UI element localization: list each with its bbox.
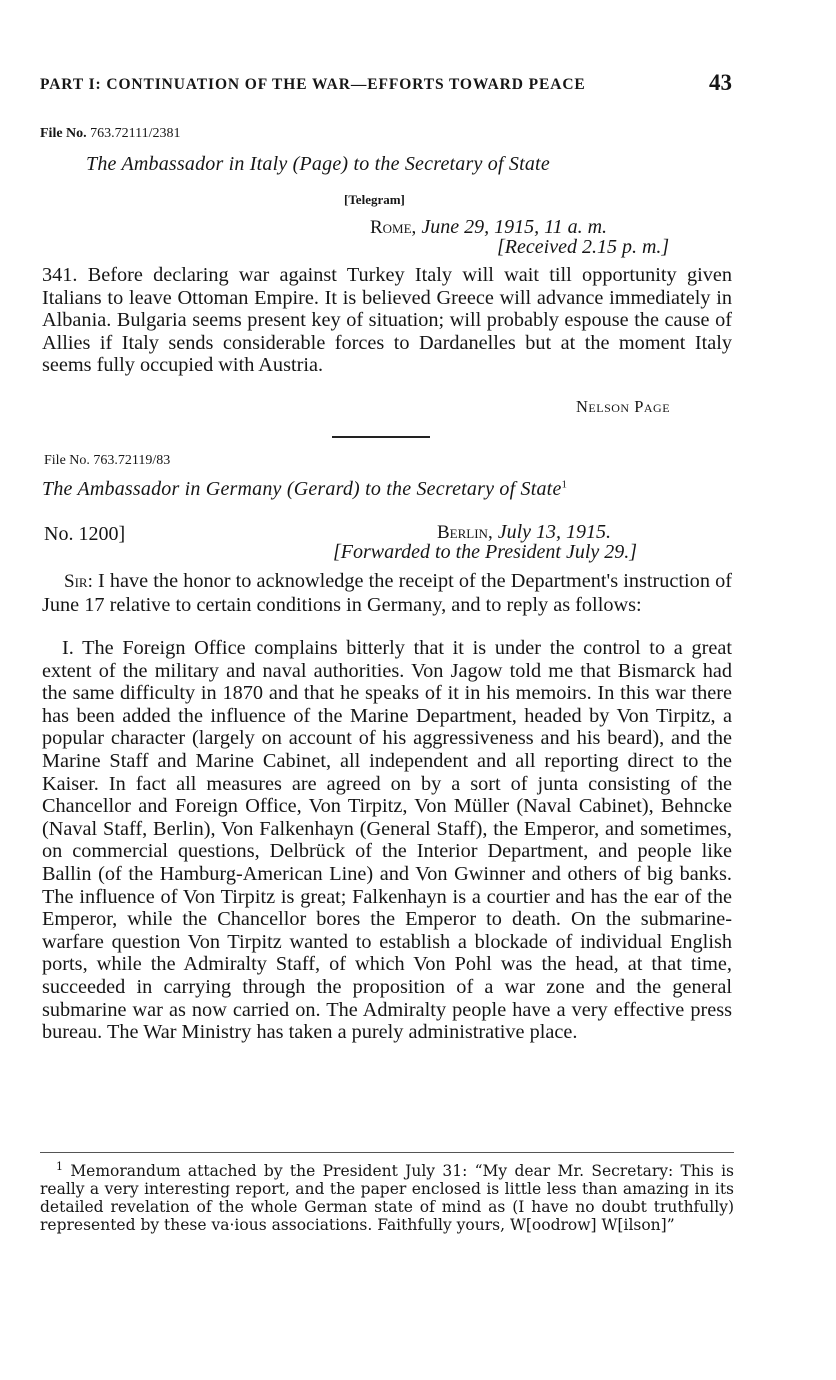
telegram-label: [Telegram] (344, 192, 405, 207)
place-2: Berlin, (437, 522, 493, 543)
page-number: 43 (709, 70, 732, 95)
footnote-rule (40, 1152, 734, 1153)
footnote-ref: 1 (561, 478, 568, 491)
place-1: Rome, (370, 217, 417, 238)
file-no-value: 763.72119/83 (93, 453, 171, 468)
file-no-label: File No. (40, 126, 87, 141)
intro-text: I have the honor to acknowledge the receipt of the Department's instruction of June 17 relative to certain conditions in Germany, and to reply as follows: (42, 570, 732, 616)
telegram-body: 341. Before declaring war against Turkey Italy will wait till opportunity given Italians to leave Ottoman Empire. It is believed Greece will advance immediately in Albania. Bulgaria seems present key of situation; will probably espouse the cause of Allies if Italy sends considerable forces to Dardanelles but at the moment Italy seems fully occupied with Austria. (42, 264, 732, 377)
document-title-2 (42, 478, 567, 501)
running-head: PART I: CONTINUATION OF THE WAR—EFFORTS TOWARD PEACE (40, 76, 586, 93)
date-1: June 29, 1915, 11 a. m. (421, 216, 608, 238)
signature-page: Nelson Page (576, 397, 671, 416)
footnote (40, 1158, 734, 1234)
document-title-1: The Ambassador in Italy (Page) to the Secretary of State (86, 153, 550, 175)
file-number-1 (40, 126, 181, 142)
salutation-paragraph (42, 570, 732, 616)
date-2: July 13, 1915. (497, 521, 612, 543)
received-note: [Received 2.15 p. m.] (497, 236, 670, 258)
despatch-number: No. 1200] (44, 523, 126, 545)
salutation: Sir: (64, 571, 93, 592)
forwarded-note: [Forwarded to the President July 29.] (333, 541, 638, 563)
file-no-value: 763.72111/2381 (90, 126, 181, 141)
paragraph-1: I. The Foreign Office complains bitterly that it is under the control to a great extent of the military and naval authorities. Von Jagow told me that Bismarck had the same difficulty in 1870 and that he speaks of it in his memoirs. In this war there has been added the influence of the Marine Department, headed by Von Tirpitz, a popular character (largely on account of his aggressiveness and his beard), and the Marine Staff and Marine Cabinet, all independent and all reporting direct to the Kaiser. In fact all measures are agreed on by a sort of junta consisting of the Chancellor and Foreign Office, Von Tirpitz, Von Müller (Naval Cabinet), Behncke (Naval Staff, Berlin), Von Falkenhayn (General Staff), the Emperor, and sometimes, on commercial questions, Delbrück of the Interior Department, and people like Ballin (of the Hamburg-American Line) and Von Gwinner and others of big banks. The influence of Von Tirpitz is great; Falkenhayn is a courtier and has the ear of the Emperor, while the Chancellor bores the Emperor to death. On the submarine-warfare question Von Tirpitz wanted to establish a blockade of individual English ports, while the Admiralty Staff, of which Von Pohl was the head, at that time, succeeded in carrying through the proposition of a war zone and the general submarine war as now carried on. The Admiralty people have a very effective press bureau. The War Ministry has taken a purely administrative place. (42, 637, 732, 1044)
footnote-marker: 1 (56, 1160, 63, 1173)
file-no-label: File No. (44, 453, 90, 468)
footnote-text: Memorandum attached by the President July 31: “My dear Mr. Secretary: This is really a very interesting report, and the paper enclosed is little less than amazing in its detailed revelation of the whole German state of mind as (I have no doubt truthfully) represented by these va·ious associations. Faithfully yours, W[oodrow] W[ilson]” (40, 1162, 734, 1235)
title-text: The Ambassador in Germany (Gerard) to the Secretary of State (42, 478, 562, 500)
section-divider (332, 436, 430, 438)
file-number-2 (44, 453, 170, 469)
